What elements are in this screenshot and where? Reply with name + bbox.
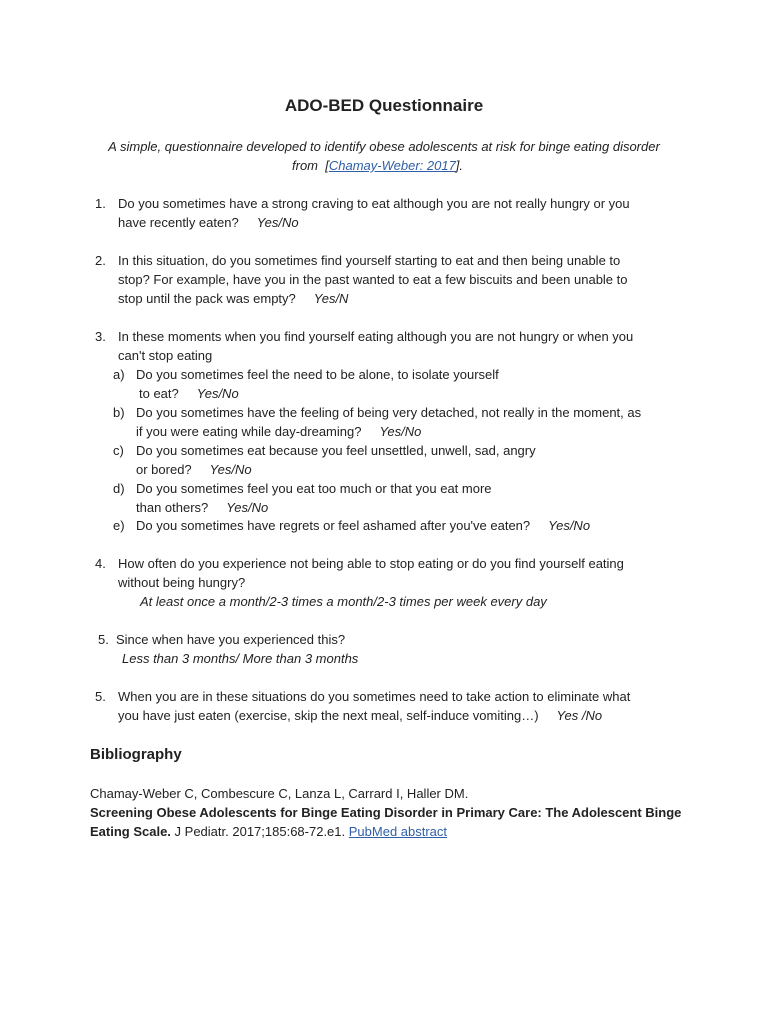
question-number: 1. — [95, 196, 106, 211]
question-number: 3. — [95, 329, 106, 344]
question-line: Do you sometimes have a strong craving to eat although you are not really hungry or you — [118, 196, 630, 211]
intro-from: from — [292, 158, 318, 173]
sub-question-line: Do you sometimes feel you eat too much or that you eat more — [136, 481, 492, 496]
sub-question-line-with-answer — [136, 498, 268, 517]
sub-question-line-with-answer — [136, 516, 590, 535]
question-line-with-answer — [118, 213, 299, 232]
question-line: In these moments when you find yourself eating although you are not hungry or when you — [118, 329, 634, 344]
answer-options: Yes/No — [226, 500, 269, 515]
sub-question-line: Do you sometimes feel the need to be alone, to isolate yourself — [136, 367, 499, 382]
pubmed-link[interactable]: PubMed abstract — [348, 824, 448, 839]
sub-question-line: Do you sometimes eat because you feel unsettled, unwell, sad, angry — [136, 443, 536, 458]
question-line: you have just eaten (exercise, skip the next meal, self-induce vomiting…) — [118, 708, 539, 723]
question-line: In this situation, do you sometimes find yourself starting to eat and then being unable to — [118, 253, 621, 268]
bibliography-authors: Chamay-Weber C, Combescure C, Lanza L, Carrard I, Haller DM. — [90, 786, 469, 801]
sub-letter: c) — [113, 443, 124, 458]
answer-options: Yes/No — [379, 424, 422, 439]
reference-link[interactable]: Chamay-Weber: 2017 — [328, 158, 456, 173]
intro-line-1: A simple, questionnaire developed to identify obese adolescents at risk for binge eating disorder — [108, 139, 660, 154]
question-line: can't stop eating — [118, 348, 213, 363]
sub-question-line: Do you sometimes have the feeling of being very detached, not really in the moment, as — [136, 405, 642, 420]
sub-letter: b) — [113, 405, 125, 420]
intro-open-bracket: [ — [325, 158, 329, 173]
answer-options: At least once a month/2-3 times a month/2-3 times per week every day — [140, 594, 547, 609]
answer-options: Yes/No — [548, 518, 591, 533]
question-line: without being hungry? — [118, 575, 246, 590]
question-number: 5. — [98, 632, 109, 647]
question-number: 4. — [95, 556, 106, 571]
bibliography-article-title-end: Eating Scale. — [90, 824, 171, 839]
answer-options: Yes/No — [209, 462, 252, 477]
sub-question-line-with-answer — [136, 422, 421, 441]
question-line: stop until the pack was empty? — [118, 291, 296, 306]
answer-options: Yes/No — [196, 386, 239, 401]
question-line: When you are in these situations do you sometimes need to take action to eliminate what — [118, 689, 631, 704]
answer-options: Less than 3 months/ More than 3 months — [122, 651, 359, 666]
bibliography-heading: Bibliography — [90, 746, 182, 763]
bibliography-article-title: Screening Obese Adolescents for Binge Eating Disorder in Primary Care: The Adolescent Binge — [90, 805, 682, 820]
bibliography-journal: J Pediatr. 2017;185:68-72.e1. — [174, 824, 346, 839]
question-line: How often do you experience not being able to stop eating or do you find yourself eating — [118, 556, 624, 571]
sub-letter: a) — [113, 367, 125, 382]
intro-close-bracket: ]. — [455, 158, 464, 173]
sub-question-line: Do you sometimes have regrets or feel ashamed after you've eaten? — [136, 518, 531, 533]
question-line: Since when have you experienced this? — [116, 632, 346, 647]
sub-letter: e) — [113, 518, 125, 533]
answer-options: Yes/N — [313, 291, 349, 306]
intro-line-2 — [292, 156, 463, 175]
answer-options: Yes /No — [556, 708, 603, 723]
question-number: 2. — [95, 253, 106, 268]
question-line-with-answer — [118, 706, 602, 725]
question-line: stop? For example, have you in the past wanted to eat a few biscuits and been unable to — [118, 272, 628, 287]
question-line-with-answer — [118, 289, 348, 308]
bibliography-citation — [90, 822, 447, 841]
sub-question-line-with-answer — [136, 460, 252, 479]
sub-question-line: to eat? — [139, 386, 179, 401]
sub-question-line-with-answer — [139, 384, 239, 403]
sub-letter: d) — [113, 481, 125, 496]
sub-question-line: than others? — [136, 500, 209, 515]
question-number: 5. — [95, 689, 106, 704]
sub-question-line: if you were eating while day-dreaming? — [136, 424, 362, 439]
question-line: have recently eaten? — [118, 215, 239, 230]
page-title: ADO-BED Questionnaire — [284, 96, 484, 115]
sub-question-line: or bored? — [136, 462, 192, 477]
answer-options: Yes/No — [256, 215, 299, 230]
